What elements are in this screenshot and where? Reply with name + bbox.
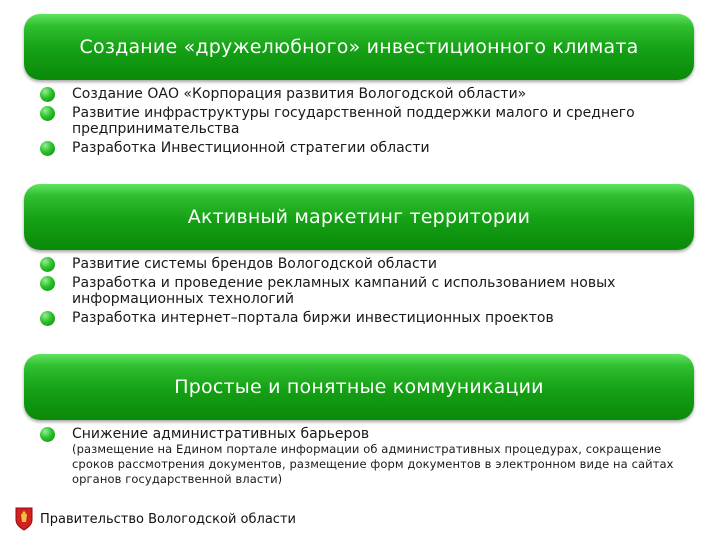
- list-item-detail: (размещение на Едином портале информации об административных процедурах, сокращение сроков рассмотрения документов, размещение форм документов в электронном виде на сайтах органов государственной власти): [72, 442, 674, 486]
- list-item-text: Развитие системы брендов Вологодской области: [72, 256, 437, 272]
- green-bullet-icon: [40, 257, 55, 272]
- section-list-investment-climate: [40, 86, 680, 159]
- section-banner-investment-climate: [24, 14, 694, 80]
- list-item-text: Разработка Инвестиционной стратегии области: [72, 140, 430, 156]
- section-list-territory-marketing: [40, 256, 680, 329]
- section-title: Активный маркетинг территории: [187, 206, 531, 228]
- green-bullet-icon: [40, 311, 55, 326]
- list-item-text: Разработка интернет–портала биржи инвестиционных проектов: [72, 310, 554, 326]
- section-list-communications: [40, 426, 680, 490]
- section-title: Простые и понятные коммуникации: [174, 376, 544, 398]
- coat-of-arms-icon: [14, 506, 34, 532]
- footer-text: Правительство Вологодской области: [40, 511, 296, 527]
- list-item: [40, 140, 680, 156]
- list-item: [40, 105, 680, 137]
- list-item-text: Развитие инфраструктуры государственной поддержки малого и среднего предпринимательства: [72, 105, 635, 137]
- list-item-text: Создание ОАО «Корпорация развития Вологодской области»: [72, 86, 527, 102]
- footer: [14, 506, 296, 532]
- list-item: [40, 310, 680, 326]
- green-bullet-icon: [40, 141, 55, 156]
- section-banner-communications: [24, 354, 694, 420]
- green-bullet-icon: [40, 87, 55, 102]
- list-item: [40, 86, 680, 102]
- list-item: [40, 426, 680, 487]
- list-item: [40, 275, 680, 307]
- list-item-text: Разработка и проведение рекламных кампаний с использованием новых информационных технологий: [72, 275, 616, 307]
- green-bullet-icon: [40, 106, 55, 121]
- list-item: [40, 256, 680, 272]
- green-bullet-icon: [40, 276, 55, 291]
- section-banner-territory-marketing: [24, 184, 694, 250]
- list-item-text: Снижение административных барьеров: [72, 426, 370, 442]
- green-bullet-icon: [40, 427, 55, 442]
- section-title: Создание «дружелюбного» инвестиционного климата: [79, 36, 639, 58]
